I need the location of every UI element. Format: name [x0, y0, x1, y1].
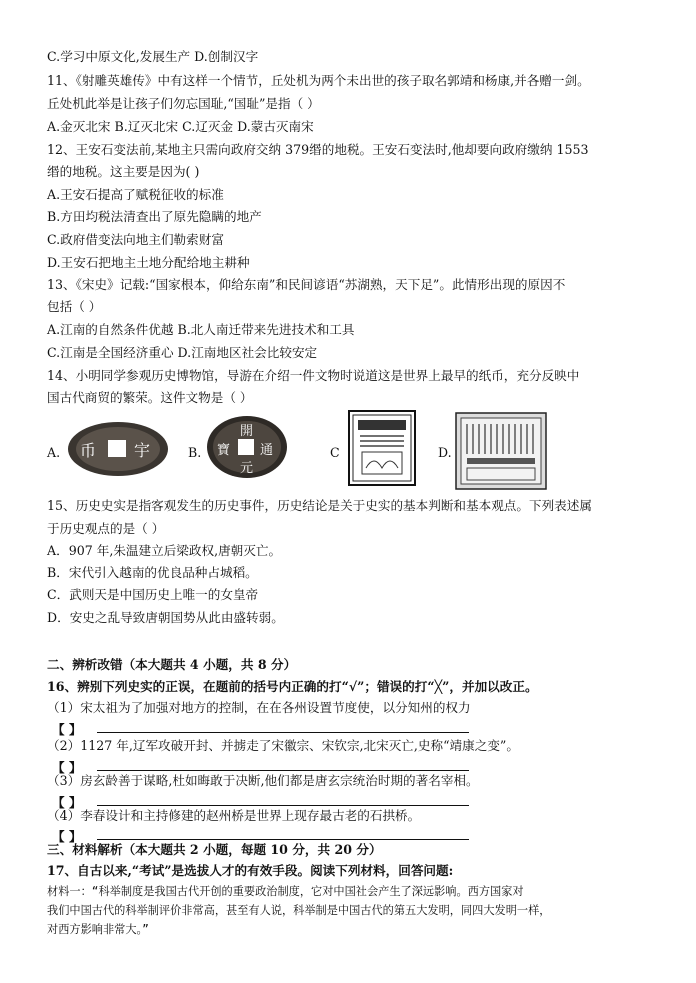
svg-text:開: 開	[240, 424, 254, 439]
q16-instruction: 16、辨别下列史实的正误，在题前的括号内正确的打“√”；错误的打“╳”，并加以改正。	[47, 679, 538, 694]
coin-image-a	[66, 418, 170, 478]
q12-option-c: C.政府借变法向地主们勒索财富	[47, 232, 224, 247]
coin-image-b	[205, 414, 289, 480]
material-1-line-3: 对西方影响非常大。”	[47, 923, 149, 936]
answer-bracket-4[interactable]: 【 】	[52, 829, 82, 844]
q17-instruction: 17、自古以来,“考试”是选拔人才的有效手段。阅读下列材料，回答问题:	[47, 863, 454, 878]
answer-line-4[interactable]	[97, 838, 469, 840]
q12-option-b: B.方田均税法清查出了原先隐瞒的地产	[47, 209, 262, 224]
q14-stem-1: 14、小明同学参观历史博物馆，导游在介绍一件文物时说道这是世界上最早的纸币，充分反映中	[47, 368, 580, 383]
q14-option-a-label: A.	[47, 445, 61, 460]
answer-line-2[interactable]	[97, 769, 469, 771]
q15-option-d: D．安史之乱导致唐朝国势从此由盛转弱。	[47, 610, 284, 625]
svg-text:寶: 寶	[217, 443, 231, 458]
q16-item-3: （3）房玄龄善于谋略,杜如晦敢于决断,他们都是唐玄宗统治时期的著名宰相。	[47, 773, 479, 788]
q15-stem-2: 于历史观点的是（ ）	[47, 521, 165, 536]
q15-option-c: C．武则天是中国历史上唯一的女皇帝	[47, 587, 259, 602]
q14-option-b-label: B.	[188, 445, 202, 460]
svg-text:元: 元	[240, 461, 254, 476]
q13-stem-2: 包括（ ）	[47, 299, 102, 314]
q16-item-2: （2）1127 年,辽军攻破开封、并掳走了宋徽宗、宋钦宗,北宋灭亡,史称“靖康之变”。	[47, 738, 519, 753]
svg-text:币: 币	[80, 441, 97, 460]
paper-note-image-c	[348, 410, 416, 486]
q15-stem-1: 15、历史史实是指客观发生的历史事件，历史结论是关于史实的基本判断和基本观点。下列表述属	[47, 498, 592, 513]
svg-text:通: 通	[260, 443, 274, 458]
q12-option-a: A.王安石提高了赋税征收的标准	[47, 187, 224, 202]
q13-stem-1: 13、《宋史》记载:“国家根本，仰给东南”和民间谚语“苏湖熟，天下足”。此情形出现的原因不	[47, 277, 566, 292]
material-1-line-2: 我们中国古代的科举制评价非常高，甚至有人说，科举制是中国古代的第五大发明，同四大发明一样，	[47, 904, 551, 917]
answer-line-1[interactable]	[97, 731, 469, 733]
answer-line-3[interactable]	[97, 804, 469, 806]
svg-text:宇: 宇	[134, 441, 151, 460]
q11-stem-2: 丘处机此举是让孩子们勿忘国耻,“国耻”是指（ ）	[47, 96, 320, 111]
answer-bracket-2[interactable]: 【 】	[52, 760, 82, 775]
q11-options: A.金灭北宋 B.辽灭北宋 C.辽灭金 D.蒙古灭南宋	[47, 119, 314, 134]
q12-option-d: D.王安石把地主土地分配给地主耕种	[47, 255, 250, 270]
q12-stem-2: 缗的地税。这主要是因为( )	[47, 164, 200, 179]
q14-option-c-label: C	[330, 445, 340, 460]
q15-option-b: B．宋代引入越南的优良品种占城稻。	[47, 565, 258, 580]
paper-note-image-d	[455, 412, 547, 490]
section-2-heading: 二、辨析改错（本大题共 4 小题，共 8 分）	[47, 657, 297, 672]
q10-options-cd: C.学习中原文化,发展生产 D.创制汉字	[47, 49, 259, 64]
q11-stem-1: 11、《射雕英雄传》中有这样一个情节，丘处机为两个未出世的孩子取名郭靖和杨康,并各赠一剑。	[47, 73, 590, 88]
q16-item-1: （1）宋太祖为了加强对地方的控制，在在各州设置节度使，以分知州的权力	[47, 700, 471, 715]
q15-option-a: A．907 年,朱温建立后梁政权,唐朝灭亡。	[47, 543, 282, 558]
q12-stem-1: 12、王安石变法前,某地主只需向政府交纳 379缗的地税。王安石变法时,他却要向政府缴纳 1553	[47, 142, 589, 157]
q16-item-4: （4）李春设计和主持修建的赵州桥是世界上现存最古老的石拱桥。	[47, 808, 421, 823]
q13-options-ab: A.江南的自然条件优越 B.北人南迁带来先进技术和工具	[47, 322, 355, 337]
answer-bracket-1[interactable]: 【 】	[52, 722, 82, 737]
q14-stem-2: 国古代商贸的繁荣。这件文物是（ ）	[47, 390, 253, 405]
answer-bracket-3[interactable]: 【 】	[52, 795, 82, 810]
material-1-line-1: 材料一：“科举制度是我国古代开创的重要政治制度，它对中国社会产生了深远影响。西方国家对	[47, 885, 524, 898]
q13-options-cd: C.江南是全国经济重心 D.江南地区社会比较安定	[47, 345, 318, 360]
section-3-heading: 三、材料解析（本大题共 2 小题，每题 10 分，共 20 分）	[47, 842, 382, 857]
q14-option-d-label: D.	[438, 445, 452, 460]
